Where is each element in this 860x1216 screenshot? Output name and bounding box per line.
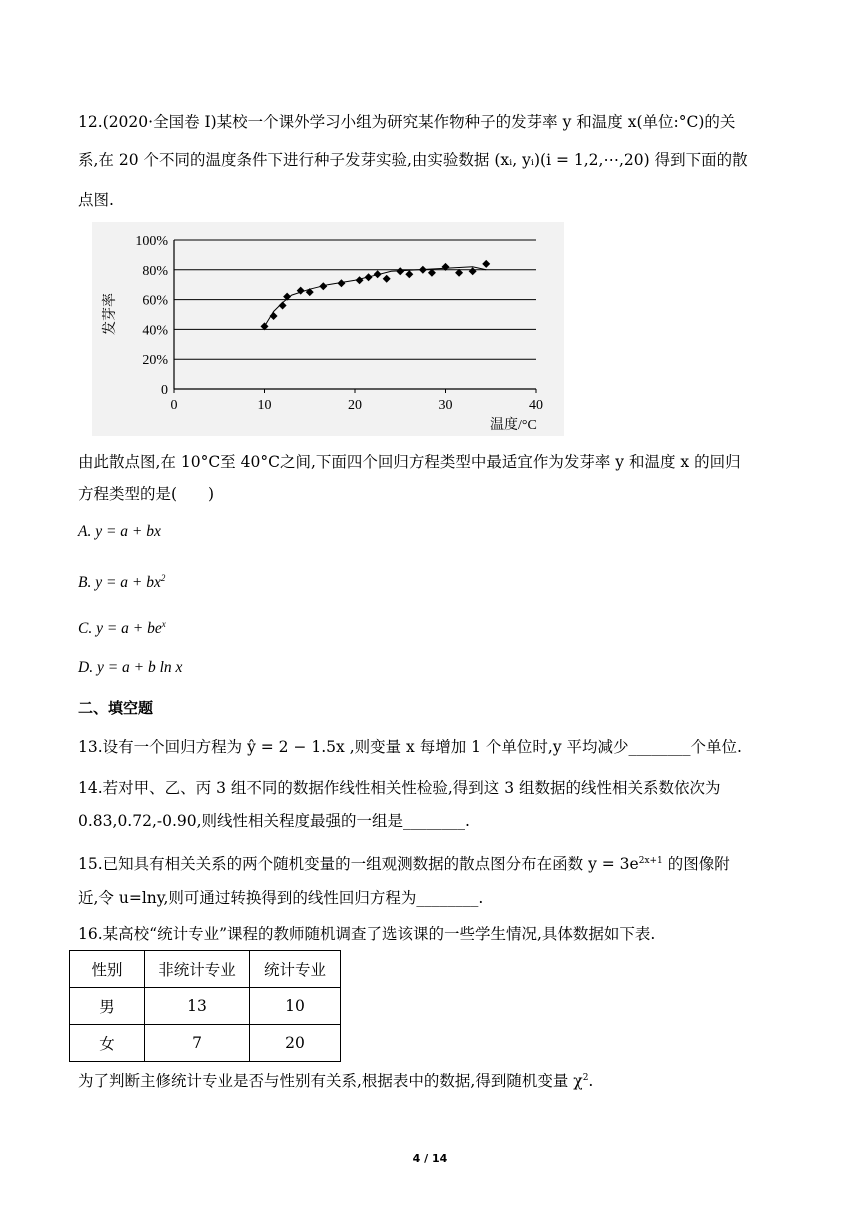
y-tick-label: 40% <box>142 323 168 339</box>
page-number: 4 / 14 <box>412 1152 448 1165</box>
data-point <box>319 282 327 290</box>
q12-line1: 12.(2020·全国卷 I)某校一个课外学习小组为研究某作物种子的发芽率 y 和温度 x(单位:°C)的关 <box>78 113 736 131</box>
option-a: A. y = a + bx <box>78 523 161 540</box>
q13: 13.设有一个回归方程为 ŷ = 2 − 1.5x ,则变量 x 每增加 1 个单位时,y 平均减少________个单位. <box>78 738 742 756</box>
option-c: C. $y = a + be^x$ <box>78 619 166 638</box>
data-point <box>365 273 373 281</box>
q16-line1: 16.某高校“统计专业”课程的教师随机调查了选该课的一些学生情况,具体数据如下表. <box>78 925 656 943</box>
data-point <box>405 270 413 278</box>
table-header-cell: 性别 <box>70 951 145 988</box>
q14-line1: 14.若对甲、乙、丙 3 组不同的数据作线性相关性检验,得到这 3 组数据的线性相关系数依次为 <box>78 779 721 797</box>
table-cell: 男 <box>70 988 145 1025</box>
scatter-chart-svg <box>92 222 564 436</box>
q12-stem-line1: 由此散点图,在 10°C至 40°C之间,下面四个回归方程类型中最适宜作为发芽率 y 和温度 x 的回归 <box>78 453 741 471</box>
x-tick-label: 20 <box>348 398 362 413</box>
q14-line2: 0.83,0.72,-0.90,则线性相关程度最强的一组是________. <box>78 812 470 830</box>
data-point <box>337 279 345 287</box>
x-tick-label: 40 <box>529 398 543 413</box>
x-tick-label: 0 <box>170 398 178 413</box>
table-header-cell: 非统计专业 <box>145 951 250 988</box>
y-tick-label: 80% <box>142 263 168 279</box>
y-tick-label: 60% <box>142 293 168 309</box>
q15-line1: 15.已知具有相关关系的两个随机变量的一组观测数据的散点图分布在函数 $y = 3e^{2x+1}$ 的图像附 <box>78 855 730 874</box>
option-b: B. $y = a + bx^2$ <box>78 573 166 592</box>
data-point <box>469 267 477 275</box>
q15-line2: 近,令 u=lny,则可通过转换得到的线性回归方程为________. <box>78 889 484 907</box>
table-row <box>70 1025 341 1062</box>
data-point <box>306 288 314 296</box>
table-cell: 7 <box>145 1025 250 1062</box>
data-point <box>383 275 391 283</box>
x-tick-label: 30 <box>438 398 453 413</box>
scatter-chart <box>92 222 564 436</box>
x-axis-label: 温度/°C <box>490 418 537 433</box>
q12-line2: 系,在 20 个不同的温度条件下进行种子发芽实验,由实验数据 (xᵢ, yᵢ)(i = 1,2,⋯,20) 得到下面的散 <box>78 151 748 169</box>
data-point <box>279 302 287 310</box>
data-point <box>356 276 364 284</box>
table-cell: 13 <box>145 988 250 1025</box>
data-point <box>374 270 382 278</box>
data-point <box>419 266 427 274</box>
table-header-cell: 统计专业 <box>250 951 341 988</box>
table-cell: 20 <box>250 1025 341 1062</box>
table-cell: 女 <box>70 1025 145 1062</box>
q16-after: 为了判断主修统计专业是否与性别有关系,根据表中的数据,得到随机变量 $\chi^2$. <box>78 1072 594 1091</box>
x-tick-label: 10 <box>257 398 272 413</box>
y-tick-label: 0 <box>161 383 168 398</box>
data-point <box>482 260 490 268</box>
y-tick-label: 20% <box>142 353 168 369</box>
table-row <box>70 988 341 1025</box>
data-point <box>396 267 404 275</box>
table-cell: 10 <box>250 988 341 1025</box>
section-title: 二、填空题 <box>78 699 154 717</box>
table-header-row <box>70 951 341 988</box>
data-point <box>270 312 278 320</box>
y-tick-label: 100% <box>135 234 168 249</box>
data-table <box>69 950 341 1062</box>
q12-line3: 点图. <box>78 191 114 209</box>
y-axis-label: 发芽率 <box>102 293 118 335</box>
option-d: D. y = a + b ln x <box>78 659 183 676</box>
q12-stem-line2: 方程类型的是( ) <box>78 485 215 503</box>
